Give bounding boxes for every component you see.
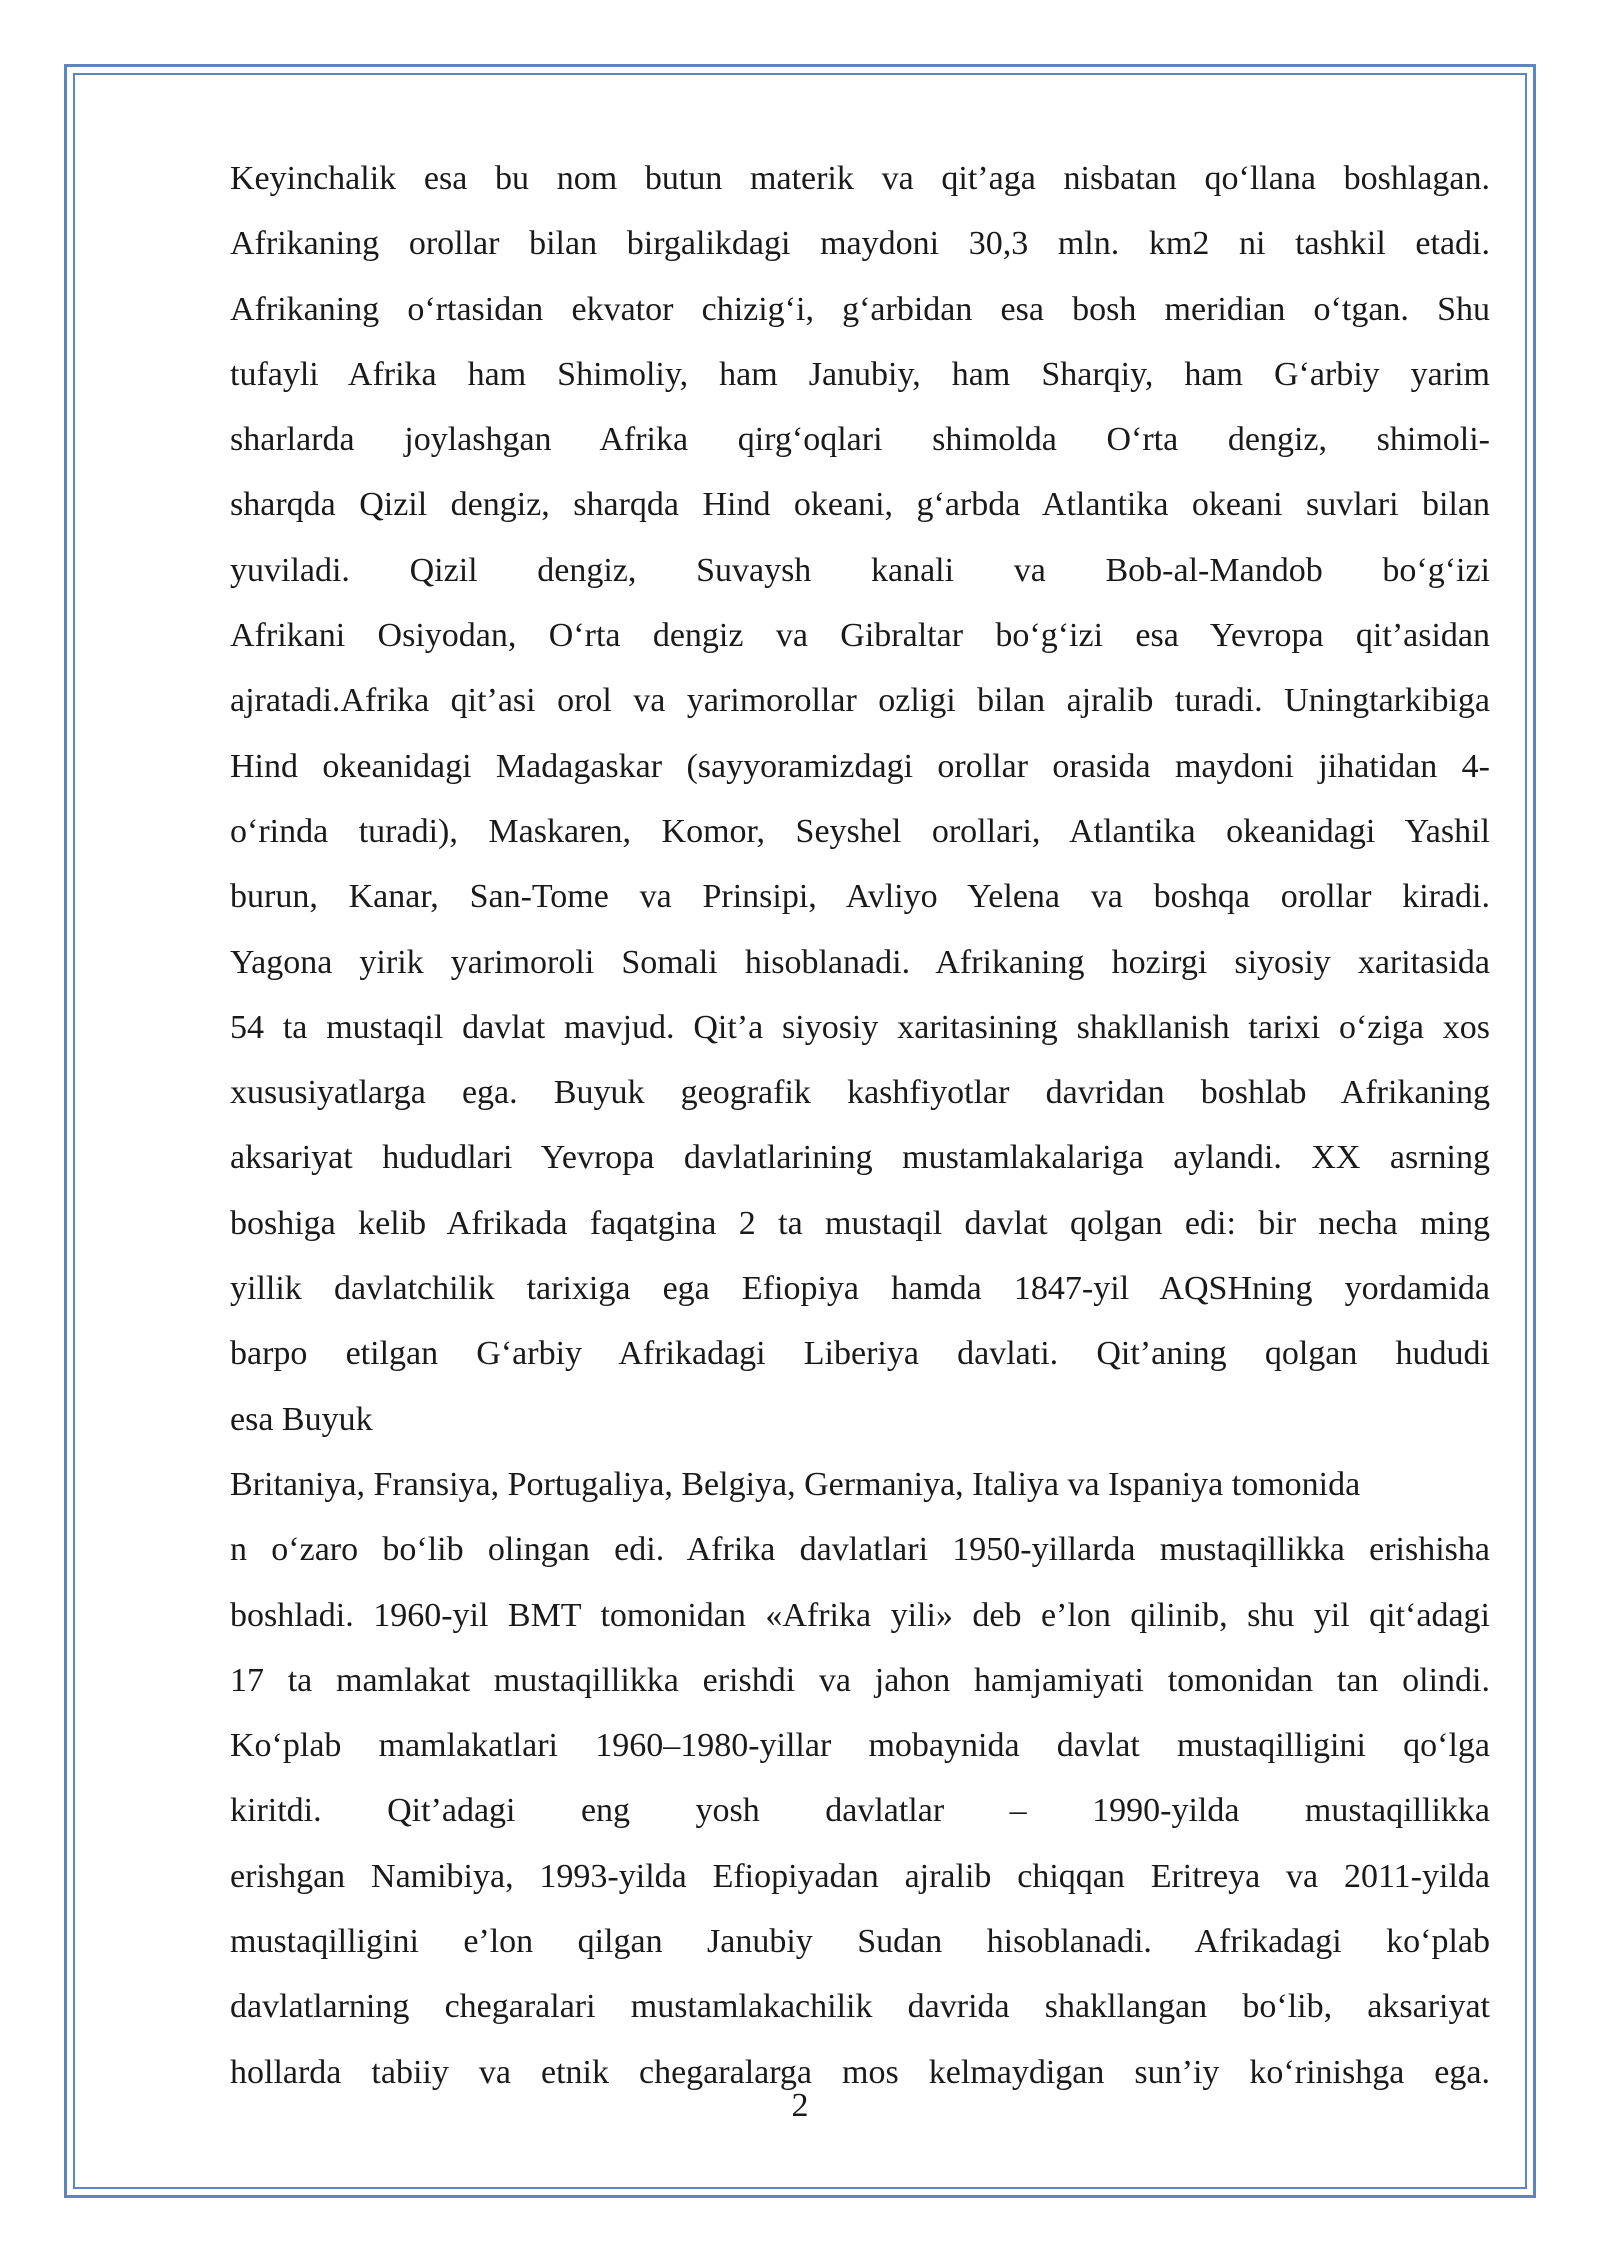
text-line: Afrikaning orollar bilan birgalikdagi maydoni 30,3 mln. km2 ni tashkil etadi. [230, 225, 1490, 263]
text-line: 17 ta mamlakat mustaqillikka erishdi va jahon hamjamiyati tomonidan tan olindi. [230, 1661, 1490, 1699]
text-line: erishgan Namibiya, 1993-yilda Efiopiyadan ajralib chiqqan Eritreya va 2011-yilda [230, 1857, 1490, 1895]
text-line: kiritdi. Qit’adagi eng yosh davlatlar – 1990-yilda mustaqillikka [230, 1792, 1490, 1830]
text-line: tufayli Afrika ham Shimoliy, ham Janubiy, ham Sharqiy, ham G‘arbiy yarim [230, 355, 1490, 393]
text-line: Britaniya, Fransiya, Portugaliya, Belgiya, Germaniya, Italiya va Ispaniya tomonida [230, 1465, 1361, 1503]
page-number: 2 [791, 2087, 809, 2124]
text-line: barpo etilgan G‘arbiy Afrikadagi Liberiya davlati. Qit’aning qolgan hududi [230, 1335, 1490, 1373]
text-line: aksariyat hududlari Yevropa davlatlarining mustamlakalariga aylandi. XX asrning [230, 1139, 1490, 1177]
text-line: Ko‘plab mamlakatlari 1960–1980-yillar mobaynida davlat mustaqilligini qo‘lga [230, 1727, 1490, 1765]
text-line: burun, Kanar, San-Tome va Prinsipi, Avliyo Yelena va boshqa orollar kiradi. [230, 878, 1490, 916]
text-line: boshladi. 1960-yil BMT tomonidan «Afrika yili» deb e’lon qilinib, shu yil qit‘adagi [230, 1596, 1490, 1634]
text-line: xususiyatlarga ega. Buyuk geografik kashfiyotlar davridan boshlab Afrikaning [230, 1074, 1490, 1112]
text-line: yillik davlatchilik tarixiga ega Efiopiya hamda 1847-yil AQSHning yordamida [230, 1270, 1490, 1308]
text-line: n o‘zaro bo‘lib olingan edi. Afrika davlatlari 1950-yillarda mustaqillikka erishisha [230, 1531, 1490, 1569]
text-line: o‘rinda turadi), Maskaren, Komor, Seyshel orollari, Atlantika okeanidagi Yashil [230, 812, 1490, 850]
text-line: yuviladi. Qizil dengiz, Suvaysh kanali va Bob-al-Mandob bo‘g‘izi [230, 551, 1490, 589]
body-text [230, 146, 1490, 2105]
text-line: hollarda tabiiy va etnik chegaralarga mos kelmaydigan sun’iy ko‘rinishga ega. [230, 2053, 1490, 2091]
text-line: mustaqilligini e’lon qilgan Janubiy Sudan hisoblanadi. Afrikadagi ko‘plab [230, 1923, 1490, 1961]
text-line: Yagona yirik yarimoroli Somali hisoblanadi. Afrikaning hozirgi siyosiy xaritasida [230, 943, 1490, 981]
text-line: sharlarda joylashgan Afrika qirg‘oqlari shimolda O‘rta dengiz, shimoli- [230, 421, 1490, 459]
text-line: ajratadi.Afrika qit’asi orol va yarimorollar ozligi bilan ajralib turadi. Uningtarkibiga [230, 682, 1490, 720]
text-line: davlatlarning chegaralari mustamlakachilik davrida shakllangan bo‘lib, aksariyat [230, 1988, 1490, 2026]
text-line: Afrikani Osiyodan, O‘rta dengiz va Gibraltar bo‘g‘izi esa Yevropa qit’asidan [230, 617, 1490, 655]
text-line: sharqda Qizil dengiz, sharqda Hind okeani, g‘arbda Atlantika okeani suvlari bilan [230, 486, 1490, 524]
text-line: 54 ta mustaqil davlat mavjud. Qit’a siyosiy xaritasining shakllanish tarixi o‘ziga xos [230, 1008, 1490, 1046]
text-line: Afrikaning o‘rtasidan ekvator chizig‘i, g‘arbidan esa bosh meridian o‘tgan. Shu [230, 290, 1490, 328]
text-line: boshiga kelib Afrikada faqatgina 2 ta mustaqil davlat qolgan edi: bir necha ming [230, 1204, 1490, 1242]
text-line: Keyinchalik esa bu nom butun materik va qit’aga nisbatan qo‘llana boshlagan. [230, 160, 1490, 197]
text-line: Hind okeanidagi Madagaskar (sayyoramizdagi orollar orasida maydoni jihatidan 4- [230, 747, 1490, 785]
text-line: esa Buyuk [230, 1400, 373, 1438]
